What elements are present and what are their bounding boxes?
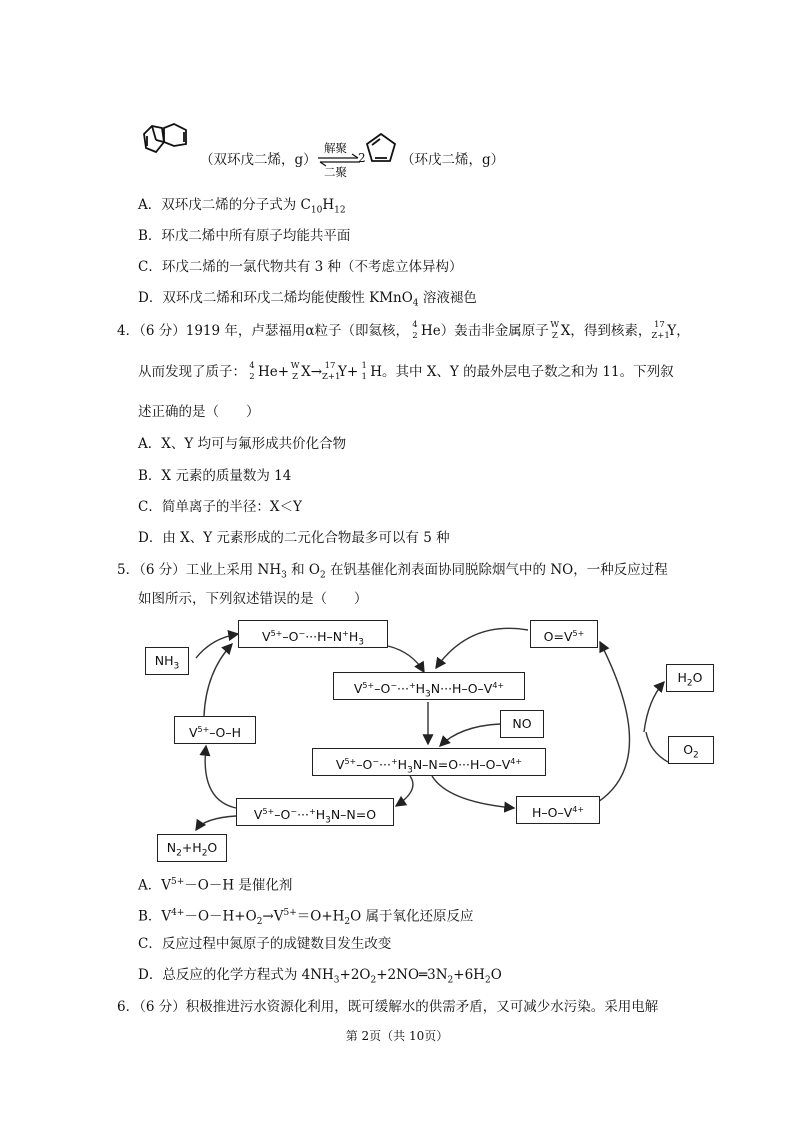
q5-line2: 如图所示，下列叙述错误的是（ ） — [138, 591, 368, 607]
q3-option-d: D．双环戊二烯和环戊二烯均能使酸性 KMnO$_4$ 溶液褪色 — [138, 290, 477, 309]
arrow-top-label: 解聚 — [324, 141, 347, 155]
box-n2h2o: $N_2+H_2O$ — [157, 834, 227, 862]
arrow-mid2-to-bottom — [396, 776, 413, 806]
monomer-label: （环戊二烯，g） — [401, 152, 505, 168]
arrow-bottom-to-voh — [205, 746, 236, 808]
box-hov4: $H-O-V^{4+}$ — [516, 796, 600, 824]
arrow-o2-in — [646, 732, 668, 762]
q3-option-b: B．环戊二烯中所有原子均能共平面 — [138, 228, 351, 244]
arrow-ov5-to-mid1 — [436, 628, 528, 668]
box-h2o: $H_2O$ — [666, 664, 714, 692]
q4-option-d: D．由 X、Y 元素形成的二元化合物最多可以有 5 种 — [138, 530, 450, 546]
box-mid1: $V^{5+}-O^-\cdot\cdot\cdot^+H_3N\cdot\cdot\cdot H-O-V^{4+}$ — [333, 672, 525, 700]
q6-line1: 6．（6 分）积极推进污水资源化利用，既可缓解水的供需矛盾，又可减少水污染。采用电解 — [117, 999, 659, 1015]
q4-line1: 4．（6 分）1919 年，卢瑟福用α粒子（即氦核， 4 2 He）轰击非金属原子 W Z X，得到核素， 17 Z+1 Y， — [117, 319, 690, 341]
arrow-voh-to-top — [204, 644, 232, 716]
box-voh: $V^{5+}-O-H$ — [174, 716, 256, 744]
box-nh3: $NH_3$ — [145, 647, 189, 675]
q3-option-a: A．双环戊二烯的分子式为 $C_{10}H_{12}$ — [138, 197, 346, 216]
arrow-no-to-mid2 — [440, 724, 500, 746]
coefficient: 2 — [358, 151, 366, 165]
box-o2: $O_2$ — [668, 736, 714, 764]
q5-option-b: B．$V^{4+}-O-H+O_2\to V^{5+}=O+H_2O$ 属于氧化还原反应 — [138, 908, 474, 928]
box-bottom: $V^{5+}-O^-\cdot\cdot\cdot^+H_3N-N=O$ — [236, 798, 394, 826]
arrow-nh3-to-complex — [196, 634, 238, 658]
q5-option-d: D．总反应的化学方程式为 $4NH_3+2O_2+2NO═3N_2+6H_2O$ — [138, 967, 502, 986]
arrow-mid2-to-hov4 — [432, 776, 514, 808]
q4-option-c: C．简单离子的半径：X＜Y — [138, 499, 302, 515]
arrow-to-h2o — [644, 682, 664, 732]
box-top-complex: $V^{5+}-O^-\cdot\cdot\cdot H-N^+H_3$ — [238, 620, 388, 648]
arrow-top-to-mid1 — [388, 646, 424, 672]
q5-option-c: C．反应过程中氮原子的成键数目发生改变 — [138, 936, 392, 952]
dimer-label: （双环戊二烯，g） — [200, 152, 317, 168]
box-mid2: $V^{5+}-O^-\cdot\cdot\cdot^+H_3N-N=O\cdot\cdot\cdot H-O-V^{4+}$ — [312, 748, 546, 776]
q4-line2: 从而发现了质子： 4 2 He+ W Z X→ 17 Z+1 Y+ 1 1 H。其中 X、Y 的最外层电子数之和为 11。下列叙 — [138, 360, 674, 382]
box-no: NO — [500, 710, 544, 738]
q5-line1: 5．（6 分）工业上采用 $NH_3$ 和 $O_2$ 在钒基催化剂表面协同脱除烟气中的 NO，一种反应过程 — [117, 562, 668, 581]
q3-option-c: C．环戊二烯的一氯代物共有 3 种（不考虑立体异构） — [138, 259, 463, 275]
q4-line3: 述正确的是（ ） — [138, 404, 260, 420]
q4-option-a: A．X、Y 均可与氟形成共价化合物 — [138, 436, 347, 452]
q5-option-a: A．$V^{5+}-O-H$ 是催化剂 — [138, 877, 293, 894]
arrow-bottom-to-n2h2o — [196, 816, 236, 830]
q4-option-b: B．X 元素的质量数为 14 — [138, 468, 292, 484]
box-ov5: $O=V^{5+}$ — [530, 620, 598, 648]
page-footer: 第 2页（共 10页） — [345, 1029, 449, 1043]
arrow-bottom-label: 二聚 — [324, 165, 347, 179]
arrow-hov4-to-ov5 — [598, 642, 630, 802]
